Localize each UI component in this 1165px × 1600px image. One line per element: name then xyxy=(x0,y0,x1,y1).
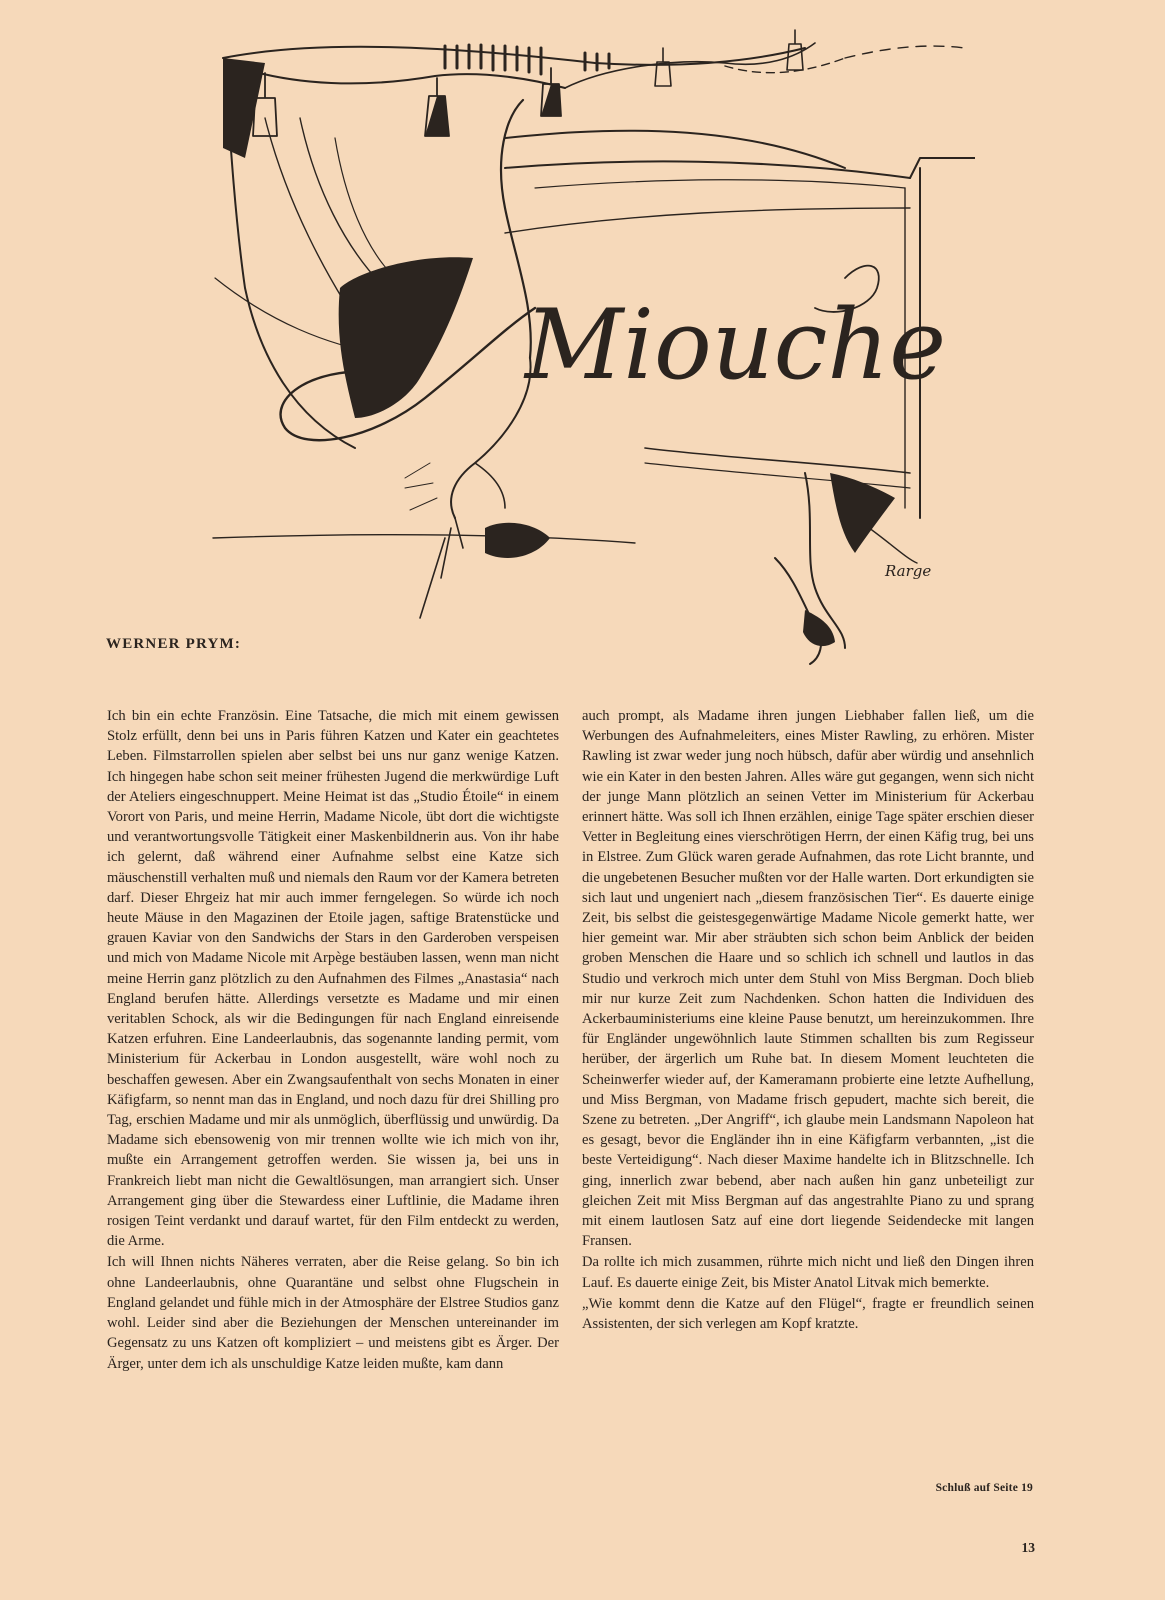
paragraph: auch prompt, als Madame ihren jungen Liebhaber fallen ließ, um die Werbungen des Aufnahmeleiters, eines Mister Rawling, zu erhören. Mister Rawling ist zwar weder jung noch hübsch, dafür aber würdig und ansehnlich wie ein Kater in den besten Jahren. Alles wäre gut gegangen, wenn sich nicht der junge Mann plötzlich an seinen Vetter im Ministerium für Ackerbau erinnert hätte. Was soll ich Ihnen erzählen, einige Tage später erschien dieser Vetter in Begleitung eines vierschrötigen Herrn, der einen Käfig trug, bei uns in Elstree. Zum Glück waren gerade Aufnahmen, das rote Licht brannte, und die ungebetenen Besucher mußten vor der Halle warten. Dort erkundigten sie sich laut und ungeniert nach „diesem französischen Tier“. Es dauerte einige Zeit, bis selbst die geistesgegenwärtige Madame Nicole gemerkt hatte, wer hier gemeint war. Mir aber sträubten sich schon beim Anblick der beiden groben Menschen die Haare und so schlich ich schnell und lautlos in das Studio und verkroch mich unter dem Stuhl von Miss Bergman. Doch blieb mir nur kurze Zeit zum Nachdenken. Schon hatten die Individuen des Ackerbauministeriums eine kleine Pause benutzt, um hereinzukommen. Ihre für Engländer ungewöhnlich laute Stimmen schallten bis zum Regisseur herüber, der ärgerlich um Ruhe bat. In diesem Moment leuchteten die Scheinwerfer wieder auf, der Kameramann probierte eine letzte Aufhellung, und Miss Bergman, von Madame frisch gepudert, machte sich bereit, die Szene zu betreten. „Der Angriff“, ich glaube mein Landsmann Napoleon hat es gesagt, bevor die Engländer ihn in eine Käfigfarm verbannten, „ist die beste Verteidigung“. Nach dieser Maxime handelte ich in Blitzschnelle. Ich ging, innerlich zwar bebend, aber nach außen hin ganz unbeteiligt zur gleichen Zeit mit Miss Bergman auf das angestrahlte Piano zu und sprang mit einem lautlosen Satz auf eine dort liegende Seidendecke mit langen Fransen. xyxy=(582,708,1034,1250)
article-column-left xyxy=(107,706,559,1375)
continued-note: Schluß auf Seite 19 xyxy=(935,1482,1033,1494)
paragraph: Ich bin ein echte Französin. Eine Tatsache, die mich mit einem gewissen Stolz erfüllt, denn bei uns in Paris führen Katzen und Kater ein geachtetes Leben. Filmstarrollen spielen aber selbst bei uns nur ganz wenige Katzen. Ich hingegen habe schon seit meiner frühesten Jugend die merkwürdige Luft der Ateliers eingeschnuppert. Meine Heimat ist das „Studio Étoile“ in einem Vorort von Paris, und meine Herrin, Madame Nicole, übt dort die wichtigste und verantwortungsvolle Tätigkeit einer Maskenbildnerin aus. Von ihr habe ich gelernt, daß während einer Aufnahme selbst eine Katze sich mäuschenstill verhalten muß und niemals den Raum vor der Kamera betreten darf. Dieser Ehrgeiz hat mir auch immer ferngelegen. So würde ich noch heute Mäuse in den Magazinen der Etoile jagen, saftige Bratenstücke und grauen Kaviar von den Sandwichs der Stars in den Garderoben verspeisen und mich von Madame Nicole mit Arpège bestäuben lassen, wenn man nicht meine Herrin ganz plötzlich zu den Aufnahmen des Filmes „Anastasia“ nach England berufen hätte. Allerdings versetzte es Madame und mir einen veritablen Schock, als wir die Bedingungen für nach England einreisende Katzen erfuhren. Eine Landeerlaubnis, das sogenannte landing permit, vom Ministerium für Ackerbau in London ausgestellt, wäre wohl noch zu beschaffen gewesen. Aber ein Zwangsaufenthalt von sechs Monaten in einer Käfigfarm, so nennt man das in England, und noch dazu für drei Shilling pro Tag, erschien Madame und mir als unmöglich, überflüssig und unwürdig. Da Madame sich ebensowenig von mir trennen wollte wie ich mich von ihr, mußte ein Arrangement getroffen werden. Sie wissen ja, bei uns in Frankreich liebt man nicht die Gewaltlösungen, man arrangiert sich. Unser Arrangement ging über die Stewardess einer Luftlinie, die Madame ihren rosigen Teint verdankt und darauf wartet, für den Film entdeckt zu werden, die Arme. xyxy=(107,708,559,1250)
paragraph: Ich will Ihnen nichts Näheres verraten, aber die Reise gelang. So bin ich ohne Landeerlaubnis, ohne Quarantäne und selbst ohne Flugschein in England gelandet und fühle mich in der Atmosphäre der Elstree Studios ganz wohl. Leider sind aber die Beziehungen der Menschen untereinander im Gegensatz zu uns Katzen oft kompliziert – und meistens gibt es Ärger. Der Ärger, unter dem ich als unschuldige Katze leiden mußte, kam dann xyxy=(107,1254,559,1372)
article-column-right xyxy=(582,706,1034,1335)
illustrator-signature: Rarge xyxy=(885,562,932,580)
paragraph: Da rollte ich mich zusammen, rührte mich nicht und ließ den Dingen ihren Lauf. Es dauerte einige Zeit, bis Mister Anatol Litvak mich bemerkte. xyxy=(582,1254,1034,1291)
article-title: Miouche xyxy=(525,289,947,401)
paragraph: „Wie kommt denn die Katze auf den Flügel“, fragte er freundlich seinen Assistenten, der sich verlegen am Kopf kratzte. xyxy=(582,1295,1034,1333)
page-number: 13 xyxy=(1021,1540,1035,1555)
cat-on-piano-illustration xyxy=(205,18,975,683)
author-byline: WERNER PRYM: xyxy=(106,636,242,652)
